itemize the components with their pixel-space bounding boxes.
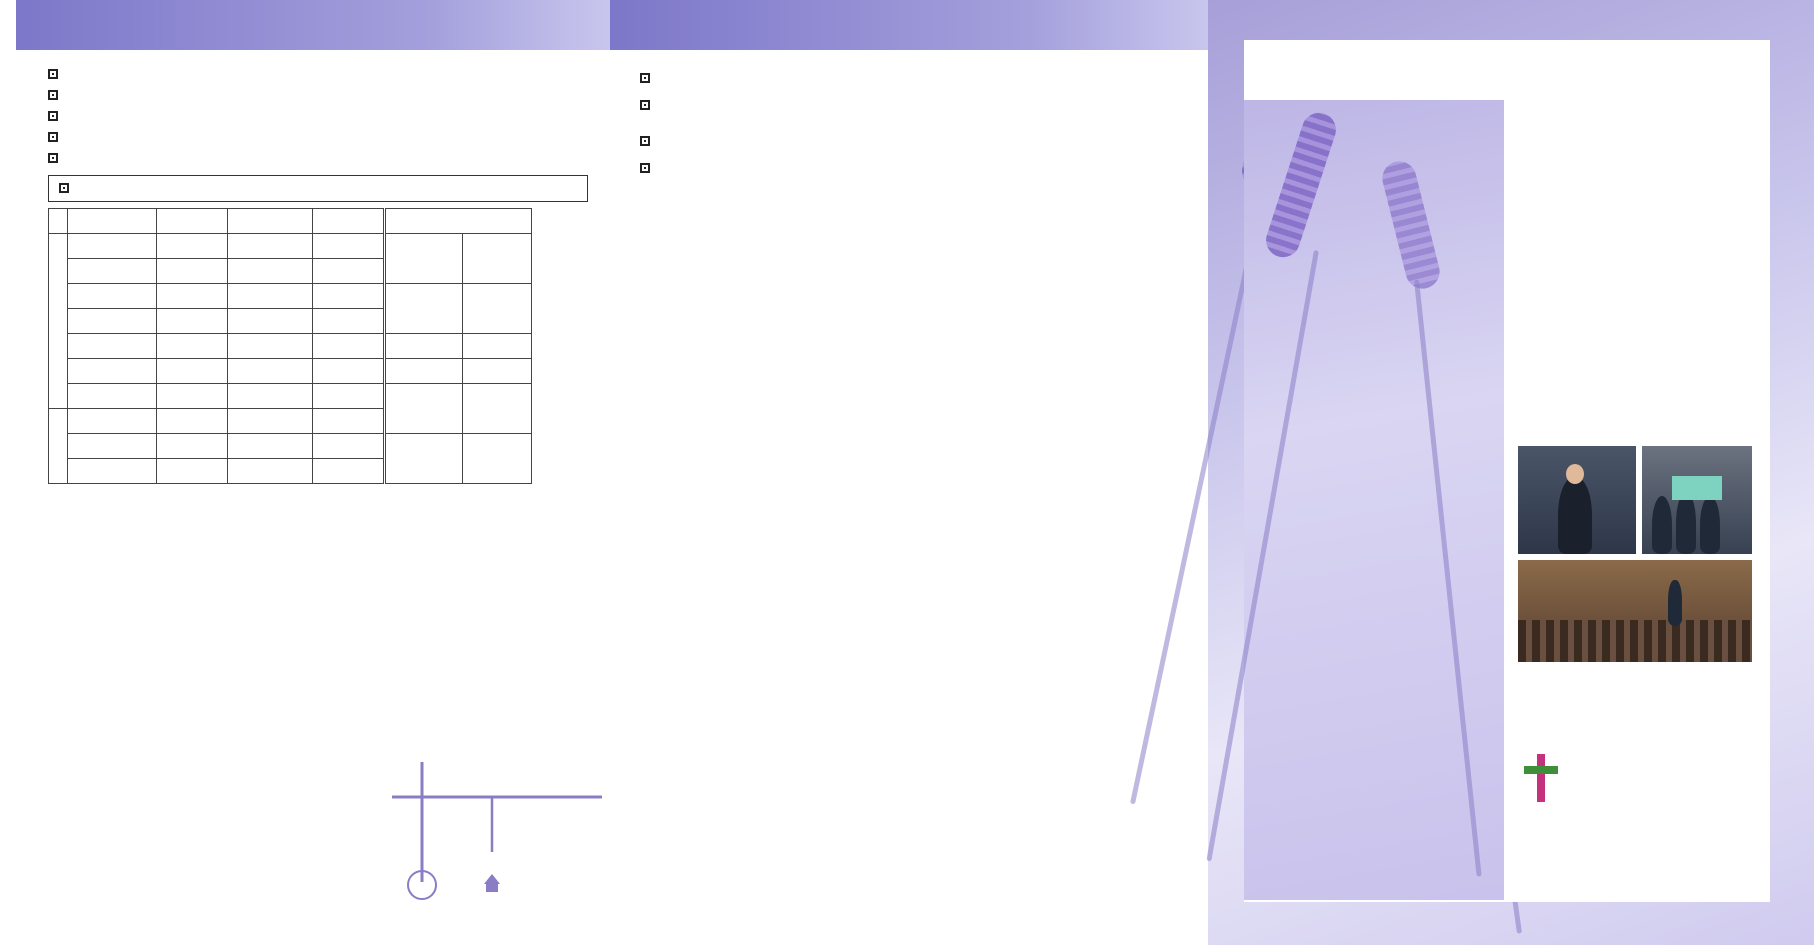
- cell-dept: [68, 334, 157, 359]
- directions-map: [392, 752, 602, 902]
- col-time: [228, 209, 313, 234]
- offering-name: [385, 284, 463, 334]
- middle-column: [640, 68, 1185, 188]
- cell-day: [157, 309, 228, 334]
- table-row: [49, 434, 532, 459]
- offering-line: [48, 148, 588, 169]
- cell-day: [157, 409, 228, 434]
- cover-lavender-photo: [1244, 100, 1504, 900]
- cell-place: [313, 259, 385, 284]
- cell-time: [228, 259, 313, 284]
- lavender-flower: [1379, 158, 1443, 292]
- offerings-list: [48, 64, 588, 169]
- cell-time: [228, 384, 313, 409]
- offering-amount: [463, 359, 532, 384]
- cell-day: [157, 259, 228, 284]
- offering-name: [385, 234, 463, 284]
- church-contact: [1743, 872, 1750, 885]
- map-graphic: [392, 752, 602, 902]
- cell-place: [313, 409, 385, 434]
- cell-time: [228, 309, 313, 334]
- cell-place: [313, 384, 385, 409]
- cell-dept: [68, 434, 157, 459]
- lavender-stem: [1414, 279, 1482, 876]
- cell-day: [157, 284, 228, 309]
- cell-dept: [68, 409, 157, 434]
- cell-day: [157, 434, 228, 459]
- bullet-square-icon: [48, 90, 58, 100]
- bullet-square-icon: [48, 132, 58, 142]
- offering-name: [385, 434, 463, 484]
- offering-amount: [463, 234, 532, 284]
- table-row: [49, 234, 532, 259]
- cell-day: [157, 234, 228, 259]
- offering-line: [48, 85, 588, 106]
- cell-dept: [68, 459, 157, 484]
- left-column: [48, 64, 588, 498]
- cell-dept: [68, 384, 157, 409]
- cell-time: [228, 284, 313, 309]
- group-label-worship: [49, 234, 68, 409]
- table-row: [49, 359, 532, 384]
- col-offering: [385, 209, 532, 234]
- bullet-square-icon: [48, 69, 58, 79]
- cell-place: [313, 284, 385, 309]
- offering-amount: [463, 284, 532, 334]
- cell-day: [157, 359, 228, 384]
- cell-time: [228, 409, 313, 434]
- table-row: [49, 334, 532, 359]
- congregation-photo: [1518, 560, 1752, 662]
- cell-place: [313, 334, 385, 359]
- cell-place: [313, 234, 385, 259]
- church-logo: [1524, 748, 1764, 808]
- bullet-square-icon: [59, 183, 69, 193]
- table-row: [49, 384, 532, 409]
- cell-dept: [68, 359, 157, 384]
- table-row: [49, 284, 532, 309]
- cell-place: [313, 309, 385, 334]
- cell-time: [228, 334, 313, 359]
- offering-name: [385, 359, 463, 384]
- col-place: [313, 209, 385, 234]
- col-day: [157, 209, 228, 234]
- offering-line: [48, 106, 588, 127]
- cell-time: [228, 359, 313, 384]
- bullet-square-icon: [640, 136, 650, 146]
- offering-group: [48, 148, 588, 169]
- cell-dept: [68, 309, 157, 334]
- cell-day: [157, 334, 228, 359]
- group-photo: [1642, 446, 1752, 554]
- cell-place: [313, 434, 385, 459]
- worship-table: [48, 208, 532, 484]
- offering-amount: [463, 334, 532, 359]
- cell-day: [157, 459, 228, 484]
- offering-amount: [463, 384, 532, 434]
- worship-table-body: [49, 234, 532, 484]
- bullet-square-icon: [640, 73, 650, 83]
- offering-line: [48, 127, 588, 148]
- header-news: [610, 0, 1208, 50]
- cross-icon: [1524, 754, 1558, 802]
- bullet-square-icon: [48, 153, 58, 163]
- bullet-square-icon: [640, 100, 650, 110]
- bullet-square-icon: [48, 111, 58, 121]
- offering-group: [48, 106, 588, 127]
- broadcast-box: [48, 175, 588, 202]
- offering-group: [48, 64, 588, 85]
- cell-time: [228, 459, 313, 484]
- offering-amount: [463, 434, 532, 484]
- cell-time: [228, 434, 313, 459]
- offering-group: [48, 127, 588, 148]
- cover-panel: [1244, 40, 1770, 902]
- offering-name: [385, 334, 463, 359]
- offering-line: [48, 64, 588, 85]
- cell-place: [313, 459, 385, 484]
- cell-dept: [68, 284, 157, 309]
- cell-dept: [68, 234, 157, 259]
- cell-time: [228, 234, 313, 259]
- cell-dept: [68, 259, 157, 284]
- cell-place: [313, 359, 385, 384]
- group-label-education: [49, 409, 68, 484]
- col-dept: [68, 209, 157, 234]
- cell-day: [157, 384, 228, 409]
- lavender-flower: [1262, 108, 1341, 261]
- bullet-square-icon: [640, 163, 650, 173]
- offering-group: [48, 85, 588, 106]
- offering-name: [385, 384, 463, 434]
- pastor-photo: [1518, 446, 1636, 554]
- header-offerings: [16, 0, 610, 50]
